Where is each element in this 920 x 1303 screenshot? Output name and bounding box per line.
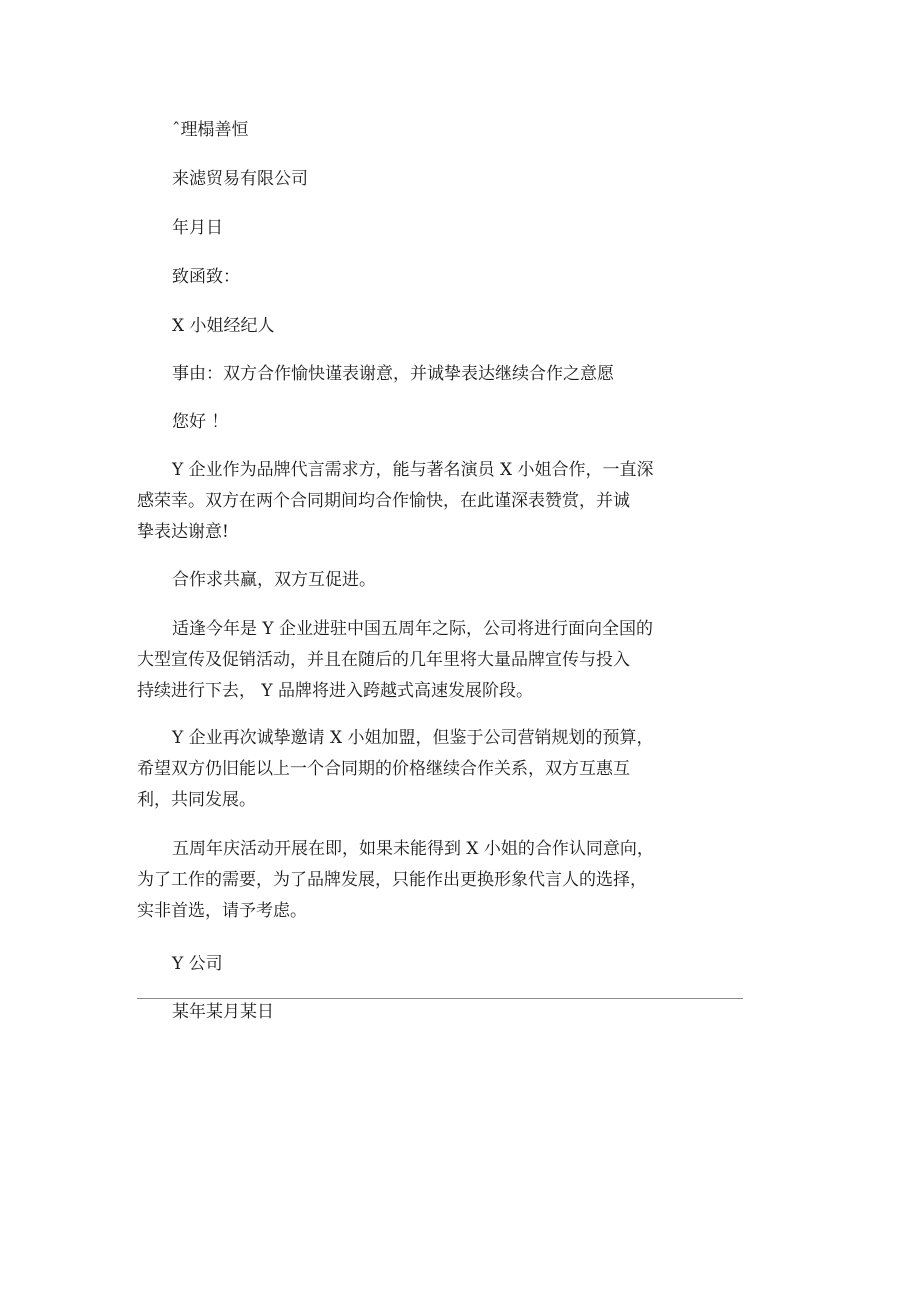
subject-line: 事由：双方合作愉快谨表谢意，并诚挚表达继续合作之意愿: [172, 364, 614, 384]
paragraph-line: 感荣幸。双方在两个合同期间均合作愉快，在此谨深表赞赏，并诚: [137, 491, 630, 511]
paragraph-2: 合作求共赢，双方互促进。: [172, 570, 376, 590]
header-line: ˆ理榻善恒: [172, 120, 249, 140]
paragraph-line: 为了工作的需要，为了品牌发展，只能作出更换形象代言人的选择，: [137, 870, 647, 890]
recipient: X 小姐经纪人: [172, 316, 275, 336]
paragraph-3: [137, 614, 697, 707]
closing-date: 某年某月某日: [172, 1002, 274, 1022]
company-name: 来滤贸易有限公司: [172, 169, 308, 189]
paragraph-line: 五周年庆活动开展在即，如果未能得到 X 小姐的合作认同意向，: [172, 839, 654, 859]
paragraph-line: 实非首选，请予考虑。: [137, 901, 307, 921]
paragraph-line: 挚表达谢意!: [137, 522, 229, 542]
paragraph-1: [137, 455, 697, 548]
paragraph-5: [137, 834, 697, 927]
paragraph-line: Y 企业再次诚挚邀请 X 小姐加盟，但鉴于公司营销规划的预算，: [172, 728, 654, 748]
paragraph-line: 适逢今年是 Y 企业进驻中国五周年之际，公司将进行面向全国的: [172, 619, 654, 639]
divider-line: [137, 998, 743, 999]
paragraph-line: 大型宣传及促销活动，并且在随后的几年里将大量品牌宣传与投入: [137, 650, 630, 670]
paragraph-line: Y 企业作为品牌代言需求方，能与著名演员 X 小姐合作，一直深: [172, 460, 654, 480]
paragraph-line: 希望双方仍旧能以上一个合同期的价格继续合作关系，双方互惠互: [137, 759, 630, 779]
paragraph-line: 利，共同发展。: [137, 790, 256, 810]
paragraph-line: 持续进行下去， Y 品牌将进入跨越式高速发展阶段。: [137, 681, 534, 701]
signature: Y 公司: [172, 954, 223, 974]
salutation-label: 致函致：: [172, 267, 240, 287]
greeting: 您好 ！: [172, 412, 229, 432]
header-date: 年月日: [172, 218, 223, 238]
paragraph-4: [137, 723, 697, 816]
